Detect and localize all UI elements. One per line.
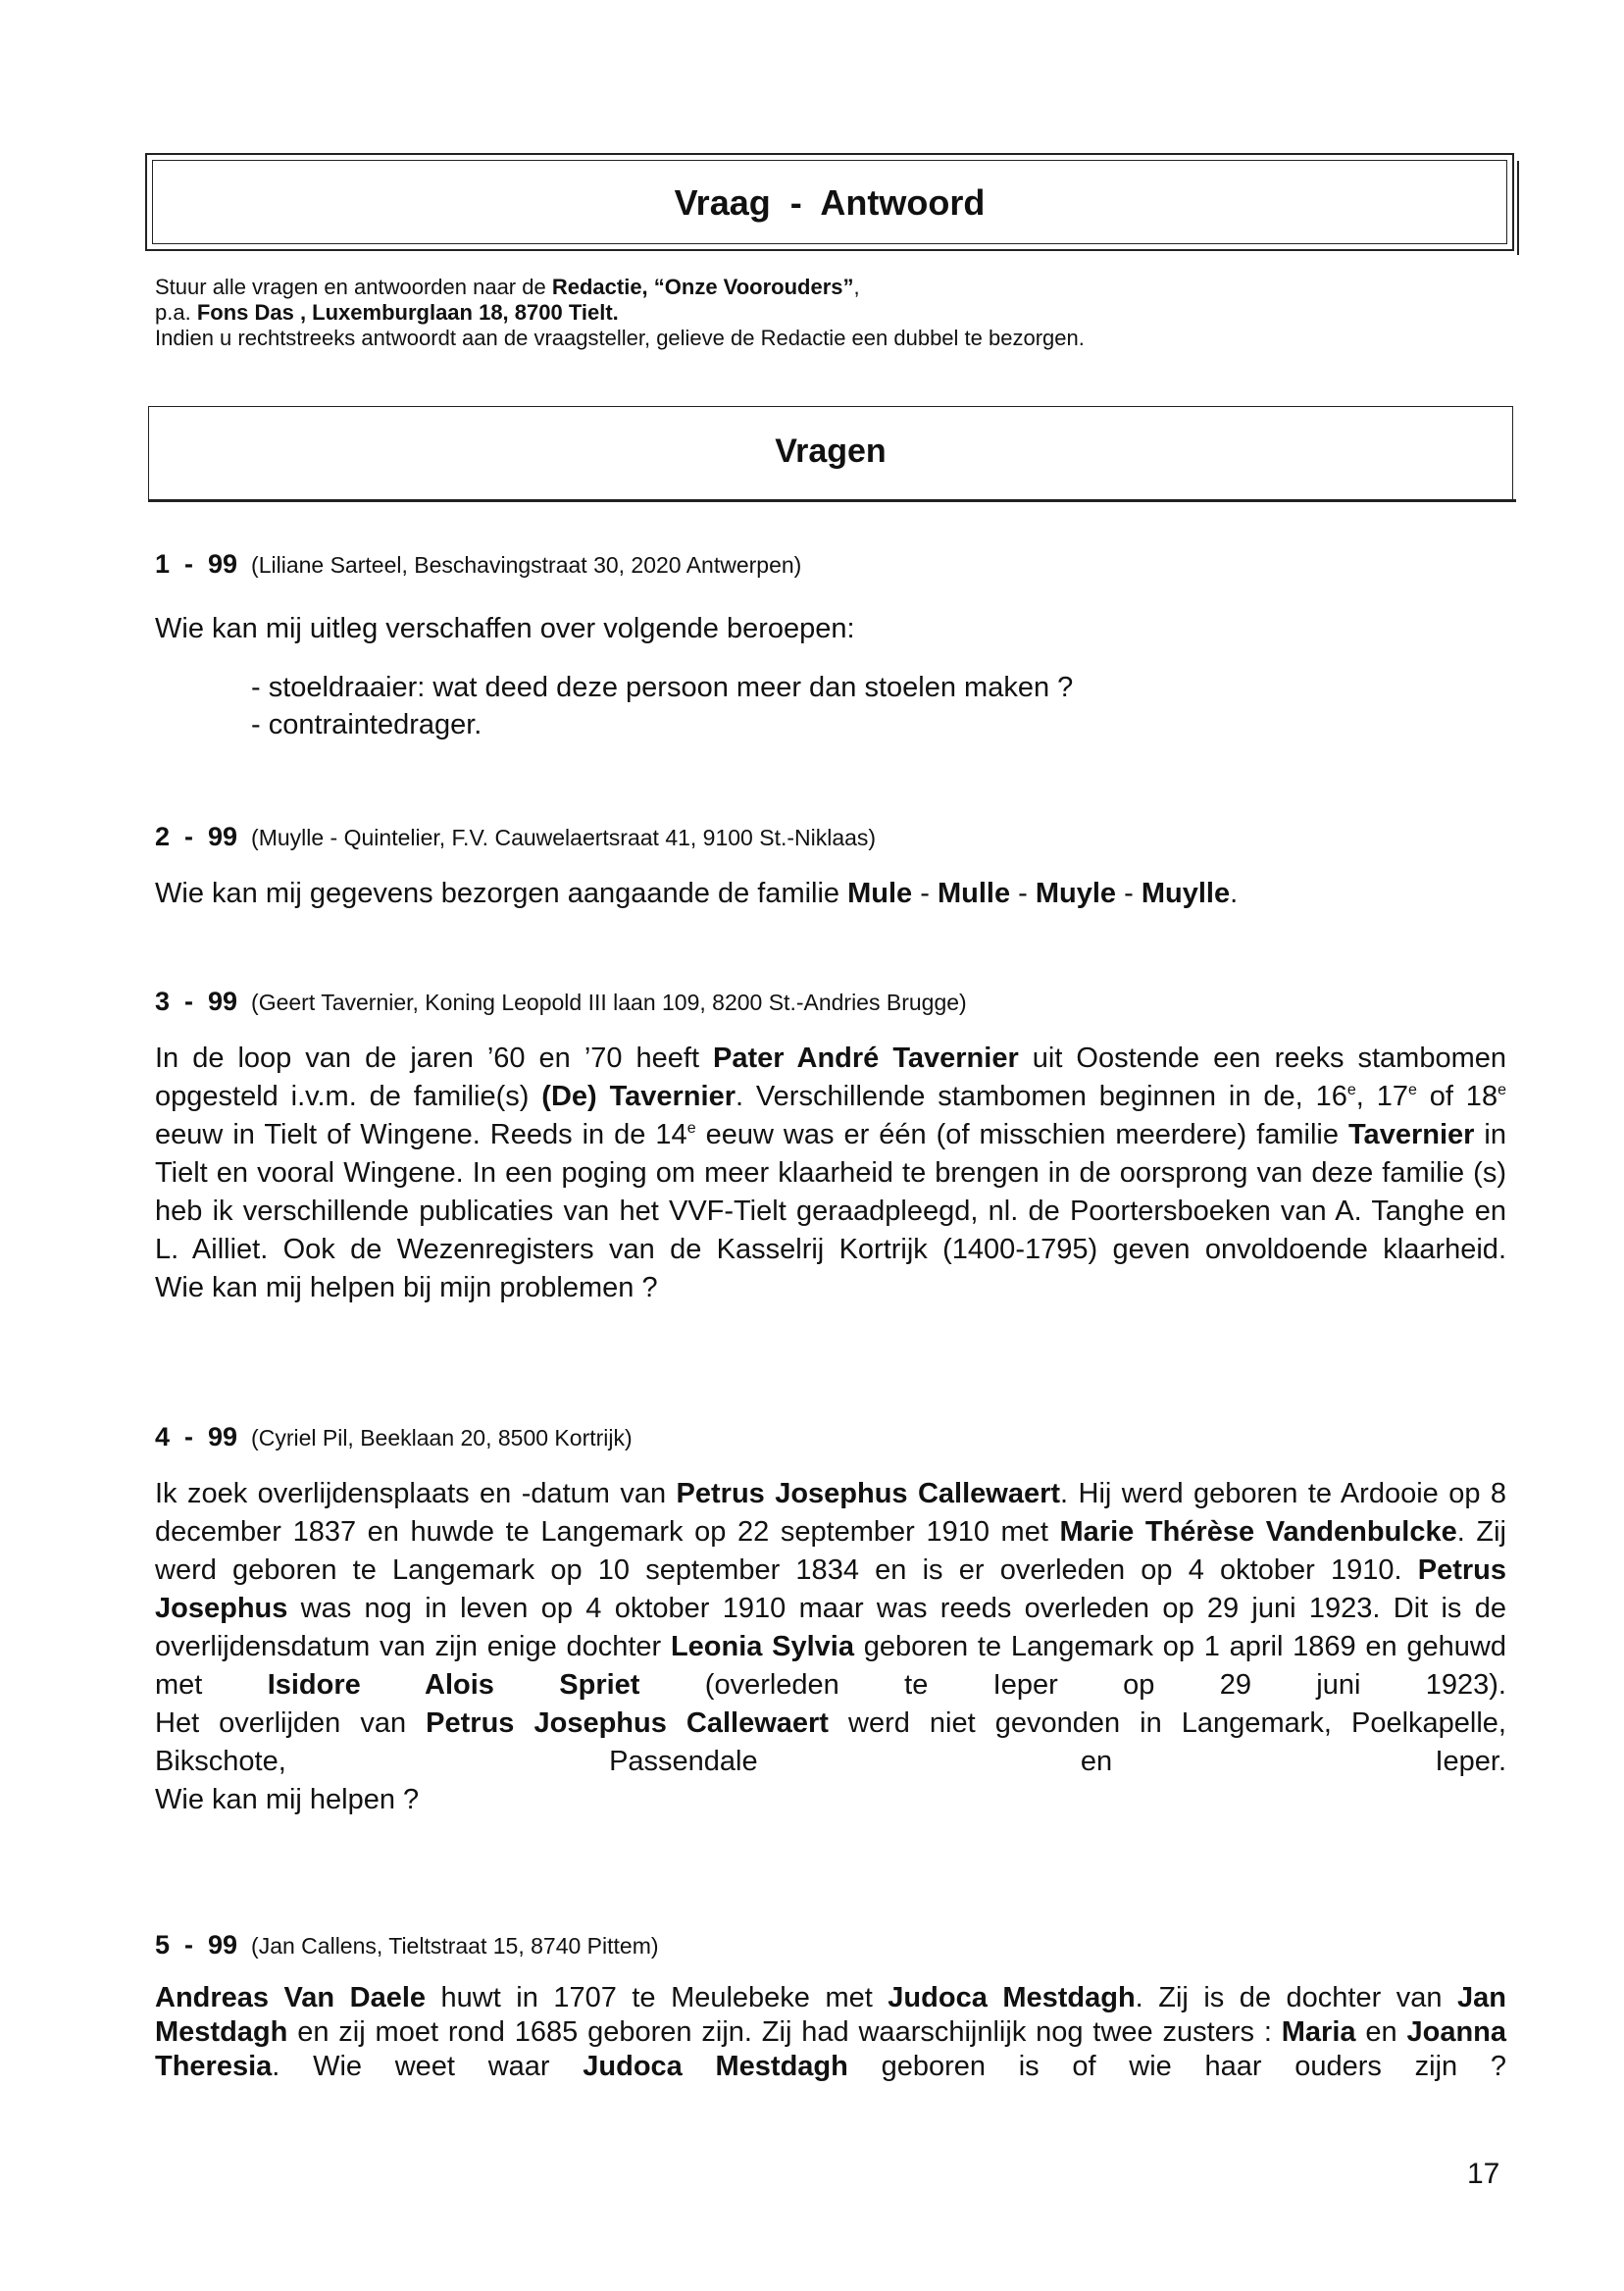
- question-contact: (Cyriel Pil, Beeklaan 20, 8500 Kortrijk): [251, 1425, 633, 1451]
- question-1-header: [155, 549, 801, 580]
- question-number: 3 - 99: [155, 987, 238, 1016]
- page-number: 17: [1467, 2158, 1500, 2190]
- intro-line-2: p.a. Fons Das , Luxemburglaan 18, 8700 Tielt.: [155, 300, 619, 325]
- title-box: [145, 153, 1514, 251]
- question-number: 2 - 99: [155, 822, 238, 851]
- question-4-header: [155, 1422, 633, 1452]
- question-1-item-1: - stoeldraaier: wat deed deze persoon meer dan stoelen maken ?: [251, 672, 1074, 703]
- question-number: 4 - 99: [155, 1422, 238, 1451]
- question-3-header: [155, 987, 967, 1017]
- question-5-text: Andreas Van Daele huwt in 1707 te Meulebeke met Judoca Mestdagh. Zij is de dochter van Jan Mestdagh en zij moet rond 1685 geboren zijn. Zij had waarschijnlijk nog twee zusters : Maria en Joanna Theresia. Wie weet waar Judoca Mestdagh geboren is of wie haar ouders zijn ?: [155, 1982, 1507, 2082]
- question-contact: (Muylle - Quintelier, F.V. Cauwelaertsraat 41, 9100 St.-Niklaas): [251, 825, 877, 850]
- question-number: 5 - 99: [155, 1930, 238, 1960]
- question-1-text: Wie kan mij uitleg verschaffen over volgende beroepen:: [155, 613, 855, 644]
- question-5-header: [155, 1930, 659, 1960]
- question-3-text: In de loop van de jaren ’60 en ’70 heeft Pater André Tavernier uit Oostende een reeks stambomen opgesteld i.v.m. de familie(s) (De) Tavernier. Verschillende stambomen beginnen in de, 16e, 17e of 18e eeuw in Tielt of Wingene. Reeds in de 14e eeuw was er één (of misschien meerdere) familie Tavernier in Tielt en vooral Wingene. In een poging om meer klaarheid te brengen in de oorsprong van deze familie (s) heb ik verschillende publicaties van het VVF-Tielt geraadpleegd, nl. de Poortersboeken van A. Tanghe en L. Ailliet. Ook de Wezenregisters van de Kasselrij Kortrijk (1400-1795) geven onvoldoende klaarheid. Wie kan mij helpen bij mijn problemen ?: [155, 1043, 1507, 1303]
- question-contact: (Geert Tavernier, Koning Leopold III laan 109, 8200 St.-Andries Brugge): [251, 990, 967, 1015]
- section-title: Vragen: [775, 433, 887, 470]
- page-title: Vraag - Antwoord: [674, 182, 986, 223]
- question-contact: (Liliane Sarteel, Beschavingstraat 30, 2020 Antwerpen): [251, 552, 802, 578]
- section-divider: [148, 499, 1516, 502]
- question-2-text: Wie kan mij gegevens bezorgen aangaande de familie Mule - Mulle - Muyle - Muylle.: [155, 878, 1239, 909]
- question-number: 1 - 99: [155, 549, 238, 579]
- question-contact: (Jan Callens, Tieltstraat 15, 8740 Pittem): [251, 1933, 659, 1959]
- section-box: [148, 406, 1513, 500]
- question-2-header: [155, 822, 876, 852]
- intro-line-1: Stuur alle vragen en antwoorden naar de Redactie, “Onze Voorouders”,: [155, 275, 860, 299]
- intro-text: [155, 275, 1528, 351]
- intro-line-3: Indien u rechtstreeks antwoordt aan de vraagsteller, gelieve de Redactie een dubbel te bezorgen.: [155, 326, 1085, 350]
- question-1-item-2: - contraintedrager.: [251, 709, 482, 740]
- question-4-text: Ik zoek overlijdensplaats en -datum van Petrus Josephus Callewaert. Hij werd geboren te Ardooie op 8 december 1837 en huwde te Langemark op 22 september 1910 met Marie Thérèse Vandenbulcke. Zij werd geboren te Langemark op 10 september 1834 en is er overleden op 4 oktober 1910. Petrus Josephus was nog in leven op 4 oktober 1910 maar was reeds overleden op 29 juni 1923. Dit is de overlijdensdatum van zijn enige dochter Leonia Sylvia geboren te Langemark op 1 april 1869 en gehuwd met Isidore Alois Spriet (overleden te Ieper op 29 juni 1923). Het overlijden van Petrus Josephus Callewaert werd niet gevonden in Langemark, Poelkapelle, Bikschote, Passendale en Ieper. Wie kan mij helpen ?: [155, 1478, 1506, 1815]
